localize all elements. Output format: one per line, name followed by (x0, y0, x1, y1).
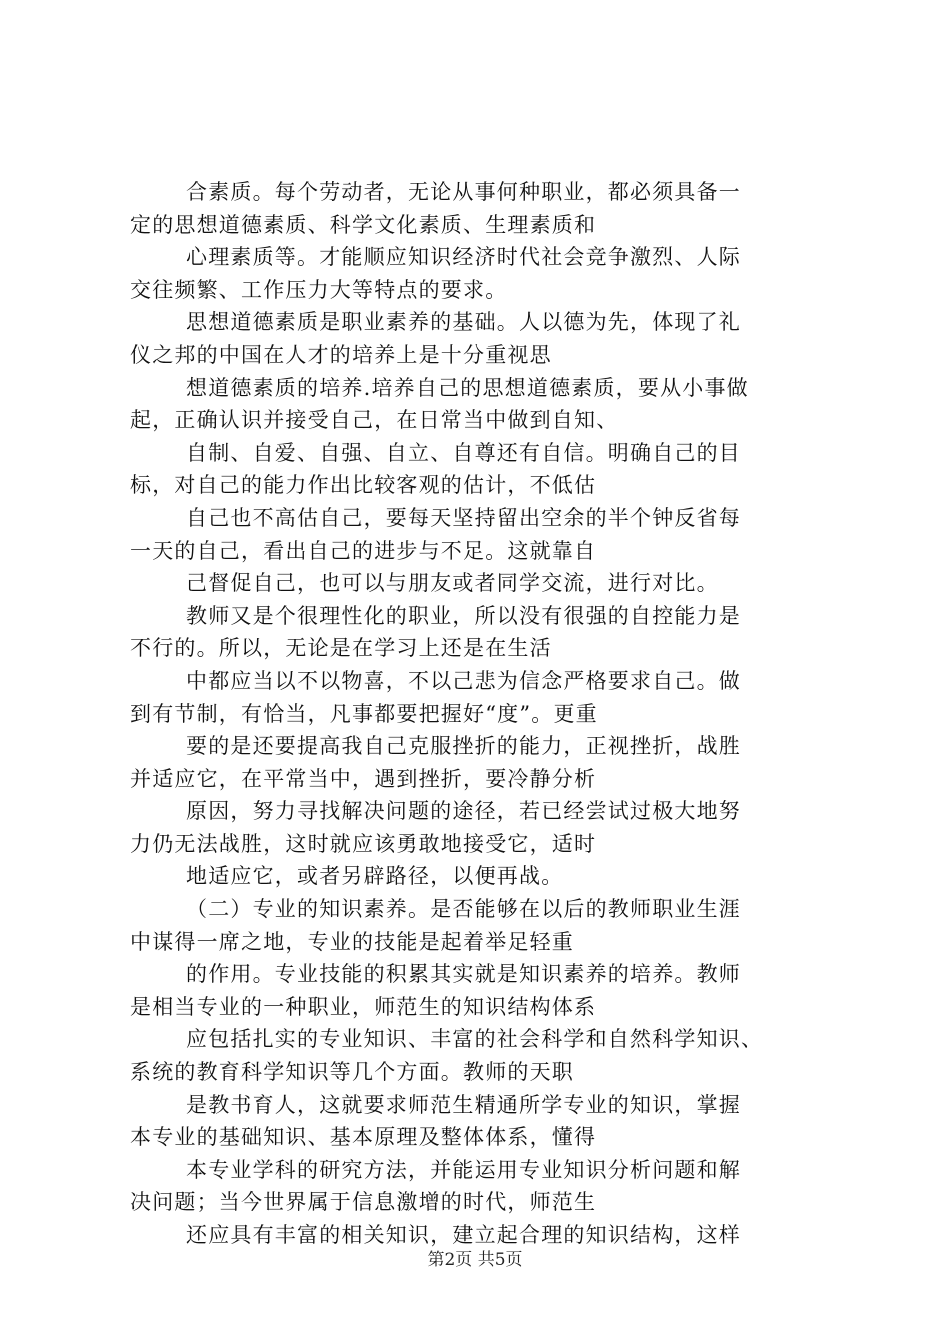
text-line: 决问题；当今世界属于信息激增的时代，师范生 (130, 1190, 597, 1215)
text-line: 己督促自己，也可以与朋友或者同学交流，进行对比。 (186, 571, 719, 596)
text-line: 教师又是个很理性化的职业，所以没有很强的自控能力是 (186, 603, 741, 628)
text-line: 中都应当以不以物喜，不以己悲为信念严格要求自己。做 (186, 668, 741, 693)
text-line: 的作用。专业技能的积累其实就是知识素养的培养。教师 (186, 962, 741, 987)
text-line: 定的思想道德素质、科学文化素质、生理素质和 (130, 212, 597, 237)
text-line: 自己也不高估自己，要每天坚持留出空余的半个钟反省每 (186, 505, 741, 530)
text-line: 系统的教育科学知识等几个方面。教师的天职 (130, 1060, 574, 1085)
text-line: 想道德素质的培养.培养自己的思想道德素质，要从小事做 (186, 375, 749, 400)
text-line: 中谋得一席之地，专业的技能是起着举足轻重 (130, 929, 574, 954)
text-line: 并适应它，在平常当中，遇到挫折，要冷静分析 (130, 766, 597, 791)
text-line: 是相当专业的一种职业，师范生的知识结构体系 (130, 994, 597, 1019)
page-number-footer: 第2页 共5页 (427, 1250, 523, 1270)
text-line: 不行的。所以，无论是在学习上还是在生活 (130, 636, 552, 661)
text-line: 仪之邦的中国在人才的培养上是十分重视思 (130, 342, 552, 367)
text-line: 标，对自己的能力作出比较客观的估计，不低估 (130, 473, 597, 498)
text-line: 要的是还要提高我自己克服挫折的能力，正视挫折，战胜 (186, 734, 741, 759)
text-line: 到有节制，有恰当，凡事都要把握好“度”。更重 (130, 701, 598, 726)
text-line: 力仍无法战胜，这时就应该勇敢地接受它，适时 (130, 831, 597, 856)
text-line: （二）专业的知识素养。是否能够在以后的教师职业生涯 (186, 897, 741, 922)
page-body (130, 176, 830, 1252)
text-line: 思想道德素质是职业素养的基础。人以德为先，体现了礼 (186, 310, 741, 335)
text-line: 本专业学科的研究方法，并能运用专业知识分析问题和解 (186, 1157, 741, 1182)
text-line: 原因，努力寻找解决问题的途径，若已经尝试过极大地努 (186, 799, 741, 824)
text-line: 一天的自己，看出自己的进步与不足。这就靠自 (130, 538, 597, 563)
text-line: 应包括扎实的专业知识、丰富的社会科学和自然科学知识、 (186, 1027, 764, 1052)
text-line: 还应具有丰富的相关知识，建立起合理的知识结构，这样 (186, 1223, 741, 1247)
text-line: 合素质。每个劳动者，无论从事何种职业，都必须具备一 (186, 180, 741, 204)
text-line: 本专业的基础知识、基本原理及整体体系，懂得 (130, 1125, 597, 1150)
text-line: 自制、自爱、自强、自立、自尊还有自信。明确自己的目 (186, 440, 741, 465)
text-line: 起，正确认识并接受自己，在日常当中做到自知、 (130, 408, 619, 433)
text-line: 心理素质等。才能顺应知识经济时代社会竞争激烈、人际 (186, 245, 741, 270)
text-line: 交往频繁、工作压力大等特点的要求。 (130, 277, 508, 302)
text-line: 地适应它，或者另辟路径，以便再战。 (186, 864, 564, 889)
text-line: 是教书育人，这就要求师范生精通所学专业的知识，掌握 (186, 1092, 741, 1117)
